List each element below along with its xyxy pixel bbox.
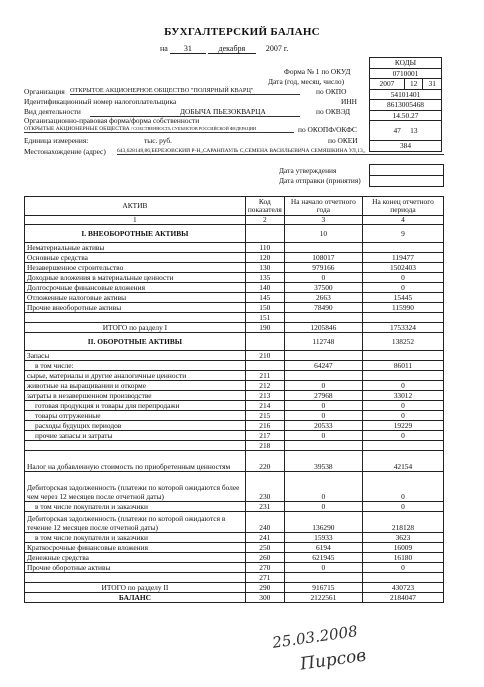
okpo-code: 54101401 <box>370 89 442 100</box>
handwritten-date: 25.03.2008 <box>271 622 359 652</box>
table-row <box>25 502 444 512</box>
row-end-value: 1753324 <box>362 323 443 333</box>
date-year: 2007 <box>265 44 282 53</box>
okopf-okfs-codes: 47 13 <box>370 121 442 141</box>
row-code: 240 <box>245 512 284 533</box>
row-code <box>245 333 284 351</box>
row-name: БАЛАНС <box>25 593 246 603</box>
row-code: 150 <box>245 303 284 313</box>
row-end-value: 430723 <box>362 583 443 593</box>
col-header-code: Код показателя <box>245 197 284 216</box>
row-start-value: 37500 <box>284 283 362 293</box>
address-value: 643,628148,86,БЕРЕЗОВСКИЙ Р-Н,,САРАНПАУЛЬ С,СЕМЕНА ВАСИЛЬЕВИЧА СЕМЯШКИНА УЛ,13,, <box>117 148 444 155</box>
row-start-value: 64247 <box>284 361 362 371</box>
row-start-value: 979166 <box>284 263 362 273</box>
row-code: 216 <box>245 421 284 431</box>
row-end-value: 42154 <box>362 451 443 472</box>
row-name <box>25 313 246 323</box>
row-name: сырье, материалы и другие аналогичные ценности <box>25 371 246 381</box>
row-end-value: 0 <box>362 273 443 283</box>
unit-value: тыс. руб. <box>144 136 172 145</box>
row-start-value: 0 <box>284 431 362 441</box>
row-name: Отложенные налоговые активы <box>25 293 246 303</box>
row-name: Дебиторская задолженность (платежи по которой ожидаются более чем через 12 месяцев после отчетной даты) <box>25 472 246 502</box>
okud-code: 0710001 <box>370 68 442 79</box>
okud-label: Форма № 1 по ОКУД <box>284 67 351 76</box>
unit-label: Единица измерения: <box>24 136 89 145</box>
row-name: ИТОГО по разделу II <box>25 583 246 593</box>
col-number: 1 <box>25 216 246 225</box>
date-code-day: 31 <box>423 79 442 90</box>
table-row <box>25 573 444 583</box>
row-code: 214 <box>245 401 284 411</box>
row-start-value <box>284 573 362 583</box>
row-start-value <box>284 243 362 253</box>
table-row <box>25 243 444 253</box>
table-row <box>25 441 444 451</box>
row-end-value: 15445 <box>362 293 443 303</box>
date-month: декабря <box>208 44 256 54</box>
row-end-value: 33012 <box>362 391 443 401</box>
okei-code: 384 <box>370 141 442 152</box>
row-end-value: 0 <box>362 472 443 502</box>
row-name: II. ОБОРОТНЫЕ АКТИВЫ <box>25 333 246 351</box>
row-name: Основные средства <box>25 253 246 263</box>
table-row <box>25 512 444 533</box>
approval-label: Дата утверждения <box>279 166 337 175</box>
table-row <box>25 472 444 502</box>
sending-box <box>369 175 444 187</box>
row-start-value: 6194 <box>284 543 362 553</box>
row-name: Дебиторская задолженность (платежи по которой ожидаются в течение 12 месяцев после отчетной даты) <box>25 512 246 533</box>
row-code: 270 <box>245 563 284 573</box>
row-end-value <box>362 371 443 381</box>
inn-text: Идентификационный номер налогоплательщика <box>24 97 177 106</box>
table-row <box>25 401 444 411</box>
row-end-value: 19229 <box>362 421 443 431</box>
balance-table <box>24 196 444 603</box>
row-code: 212 <box>245 381 284 391</box>
row-code: 110 <box>245 243 284 253</box>
row-code: 218 <box>245 441 284 451</box>
row-start-value: 0 <box>284 502 362 512</box>
row-end-value: 86011 <box>362 361 443 371</box>
row-start-value: 0 <box>284 381 362 391</box>
sending-label: Дата отправки (принятия) <box>279 176 361 185</box>
row-start-value: 15933 <box>284 533 362 543</box>
table-row <box>25 333 444 351</box>
row-code: 300 <box>245 593 284 603</box>
row-end-value: 115990 <box>362 303 443 313</box>
handwritten-signature: Пирсов <box>298 645 368 675</box>
row-code: 217 <box>245 431 284 441</box>
row-end-value: 0 <box>362 381 443 391</box>
row-code: 230 <box>245 472 284 502</box>
table-row <box>25 371 444 381</box>
row-end-value: 16009 <box>362 543 443 553</box>
row-name: в том числе: <box>25 361 246 371</box>
legal-form-value: ОТКРЫТЫЕ АКЦИОНЕРНЫЕ ОБЩЕСТВА / СОБСТВЕННОСТЬ СУБЪЕКТОВ РОССИЙСКОЙ ФЕДЕРАЦИИ <box>24 126 294 133</box>
row-start-value: 10 <box>284 225 362 243</box>
org-value: ОТКРЫТОЕ АКЦИОНЕРНОЕ ОБЩЕСТВО "ПОЛЯРНЫЙ КВАРЦ" <box>70 87 300 95</box>
row-code: 220 <box>245 451 284 472</box>
row-code: 290 <box>245 583 284 593</box>
row-start-value: 0 <box>284 273 362 283</box>
row-start-value <box>284 371 362 381</box>
legal-form-label: Организационно-правовая форма/форма собственности <box>24 116 200 125</box>
row-name: I. ВНЕОБОРОТНЫЕ АКТИВЫ <box>25 225 246 243</box>
row-code: 215 <box>245 411 284 421</box>
row-end-value: 0 <box>362 502 443 512</box>
codes-title: КОДЫ <box>370 58 442 69</box>
col-number: 2 <box>245 216 284 225</box>
table-row <box>25 361 444 371</box>
row-name: Денежные средства <box>25 553 246 563</box>
okei-label: по ОКЕИ <box>328 136 358 145</box>
row-name: затраты в незавершенном производстве <box>25 391 246 401</box>
row-end-value <box>362 313 443 323</box>
row-name: Нематериальные активы <box>25 243 246 253</box>
table-row <box>25 533 444 543</box>
row-start-value: 39538 <box>284 451 362 472</box>
row-start-value: 136290 <box>284 512 362 533</box>
row-end-value: 1502403 <box>362 263 443 273</box>
row-start-value: 0 <box>284 563 362 573</box>
row-name: ИТОГО по разделу I <box>25 323 246 333</box>
table-row <box>25 273 444 283</box>
inn-code: 8613005468 <box>370 100 442 111</box>
table-row <box>25 553 444 563</box>
table-row <box>25 351 444 361</box>
table-row <box>25 583 444 593</box>
row-start-value: 621945 <box>284 553 362 563</box>
row-name: расходы будущих периодов <box>25 421 246 431</box>
row-name: Прочие оборотные активы <box>25 563 246 573</box>
row-name: Прочие внеоборотные активы <box>25 303 246 313</box>
activity-value: ДОБЫЧА ПЬЕЗОКВАРЦА <box>90 107 300 117</box>
col-number: 3 <box>284 216 362 225</box>
report-date: на 31 декабря 2007 г. <box>160 44 289 53</box>
row-name: животные на выращивании и откорме <box>25 381 246 391</box>
row-end-value: 0 <box>362 431 443 441</box>
row-code: 140 <box>245 283 284 293</box>
row-code: 135 <box>245 273 284 283</box>
row-end-value <box>362 243 443 253</box>
table-row <box>25 431 444 441</box>
table-row <box>25 303 444 313</box>
col-header-start: На начало отчетного года <box>284 197 362 216</box>
row-start-value: 108017 <box>284 253 362 263</box>
table-row <box>25 563 444 573</box>
row-end-value: 16180 <box>362 553 443 563</box>
row-start-value: 1205846 <box>284 323 362 333</box>
address-label: Местонахождение (адрес) <box>24 147 106 156</box>
codes-box <box>369 57 442 152</box>
row-name: в том числе покупатели и заказчики <box>25 533 246 543</box>
row-start-value: 2663 <box>284 293 362 303</box>
row-name: Незавершенное строительство <box>25 263 246 273</box>
okopf-label: по ОКОПФ/ОКФС <box>298 125 357 134</box>
row-end-value: 0 <box>362 283 443 293</box>
table-row <box>25 593 444 603</box>
row-name: в том числе покупатели и заказчики <box>25 502 246 512</box>
table-row <box>25 263 444 273</box>
table-row <box>25 543 444 553</box>
row-code: 250 <box>245 543 284 553</box>
row-name: прочие запасы и затраты <box>25 431 246 441</box>
col-header-asset: АКТИВ <box>25 197 246 216</box>
row-start-value: 2122561 <box>284 593 362 603</box>
row-code: 190 <box>245 323 284 333</box>
date-day: 31 <box>170 44 206 54</box>
table-row <box>25 381 444 391</box>
org-label: Организация <box>24 87 65 96</box>
row-code: 231 <box>245 502 284 512</box>
row-start-value: 112748 <box>284 333 362 351</box>
row-end-value: 0 <box>362 411 443 421</box>
row-start-value: 20533 <box>284 421 362 431</box>
row-code: 241 <box>245 533 284 543</box>
row-end-value <box>362 573 443 583</box>
row-code: 211 <box>245 371 284 381</box>
table-row <box>25 323 444 333</box>
row-code: 260 <box>245 553 284 563</box>
row-name: готовая продукция и товары для перепродажи <box>25 401 246 411</box>
row-name: Налог на добавленную стоимость по приобретенным ценностям <box>25 451 246 472</box>
inn-label: ИНН <box>341 97 358 106</box>
row-name: Запасы <box>25 351 246 361</box>
row-name <box>25 573 246 583</box>
row-start-value <box>284 441 362 451</box>
row-end-value: 2184047 <box>362 593 443 603</box>
table-row <box>25 411 444 421</box>
row-start-value: 27968 <box>284 391 362 401</box>
row-end-value: 218128 <box>362 512 443 533</box>
row-start-value: 0 <box>284 411 362 421</box>
row-name: Доходные вложения в материальные ценности <box>25 273 246 283</box>
activity-label: Вид деятельности <box>24 107 81 116</box>
row-name <box>25 441 246 451</box>
table-row <box>25 451 444 472</box>
table-row <box>25 391 444 401</box>
row-code: 151 <box>245 313 284 323</box>
row-start-value <box>284 351 362 361</box>
row-end-value: 119477 <box>362 253 443 263</box>
table-row <box>25 421 444 431</box>
row-end-value: 138252 <box>362 333 443 351</box>
row-end-value: 0 <box>362 401 443 411</box>
row-code: 145 <box>245 293 284 303</box>
row-end-value: 9 <box>362 225 443 243</box>
row-code: 120 <box>245 253 284 263</box>
col-header-end: На конец отчетного периода <box>362 197 443 216</box>
row-code: 130 <box>245 263 284 273</box>
row-code <box>245 361 284 371</box>
date-code-year: 2007 <box>370 79 405 90</box>
date-label: Дата (год, месяц, число) <box>268 77 345 86</box>
row-end-value: 3623 <box>362 533 443 543</box>
row-start-value: 78490 <box>284 303 362 313</box>
row-code: 210 <box>245 351 284 361</box>
row-code: 213 <box>245 391 284 401</box>
table-row <box>25 253 444 263</box>
row-name: Долгосрочные финансовые вложения <box>25 283 246 293</box>
row-code <box>245 225 284 243</box>
table-row <box>25 313 444 323</box>
row-end-value: 0 <box>362 563 443 573</box>
table-row <box>25 293 444 303</box>
row-start-value: 0 <box>284 401 362 411</box>
row-end-value <box>362 351 443 361</box>
row-code: 271 <box>245 573 284 583</box>
okved-code: 14.50.27 <box>370 110 442 121</box>
row-start-value: 0 <box>284 472 362 502</box>
table-row <box>25 283 444 293</box>
date-code-month: 12 <box>404 79 423 90</box>
table-row <box>25 225 444 243</box>
row-start-value: 916715 <box>284 583 362 593</box>
okved-label: по ОКВЭД <box>316 107 350 116</box>
row-start-value <box>284 313 362 323</box>
row-end-value <box>362 441 443 451</box>
okpo-label: по ОКПО <box>316 87 347 96</box>
document-title: БУХГАЛТЕРСКИЙ БАЛАНС <box>164 26 320 38</box>
col-number: 4 <box>362 216 443 225</box>
row-name: товары отгруженные <box>25 411 246 421</box>
row-name: Краткосрочные финансовые вложения <box>25 543 246 553</box>
